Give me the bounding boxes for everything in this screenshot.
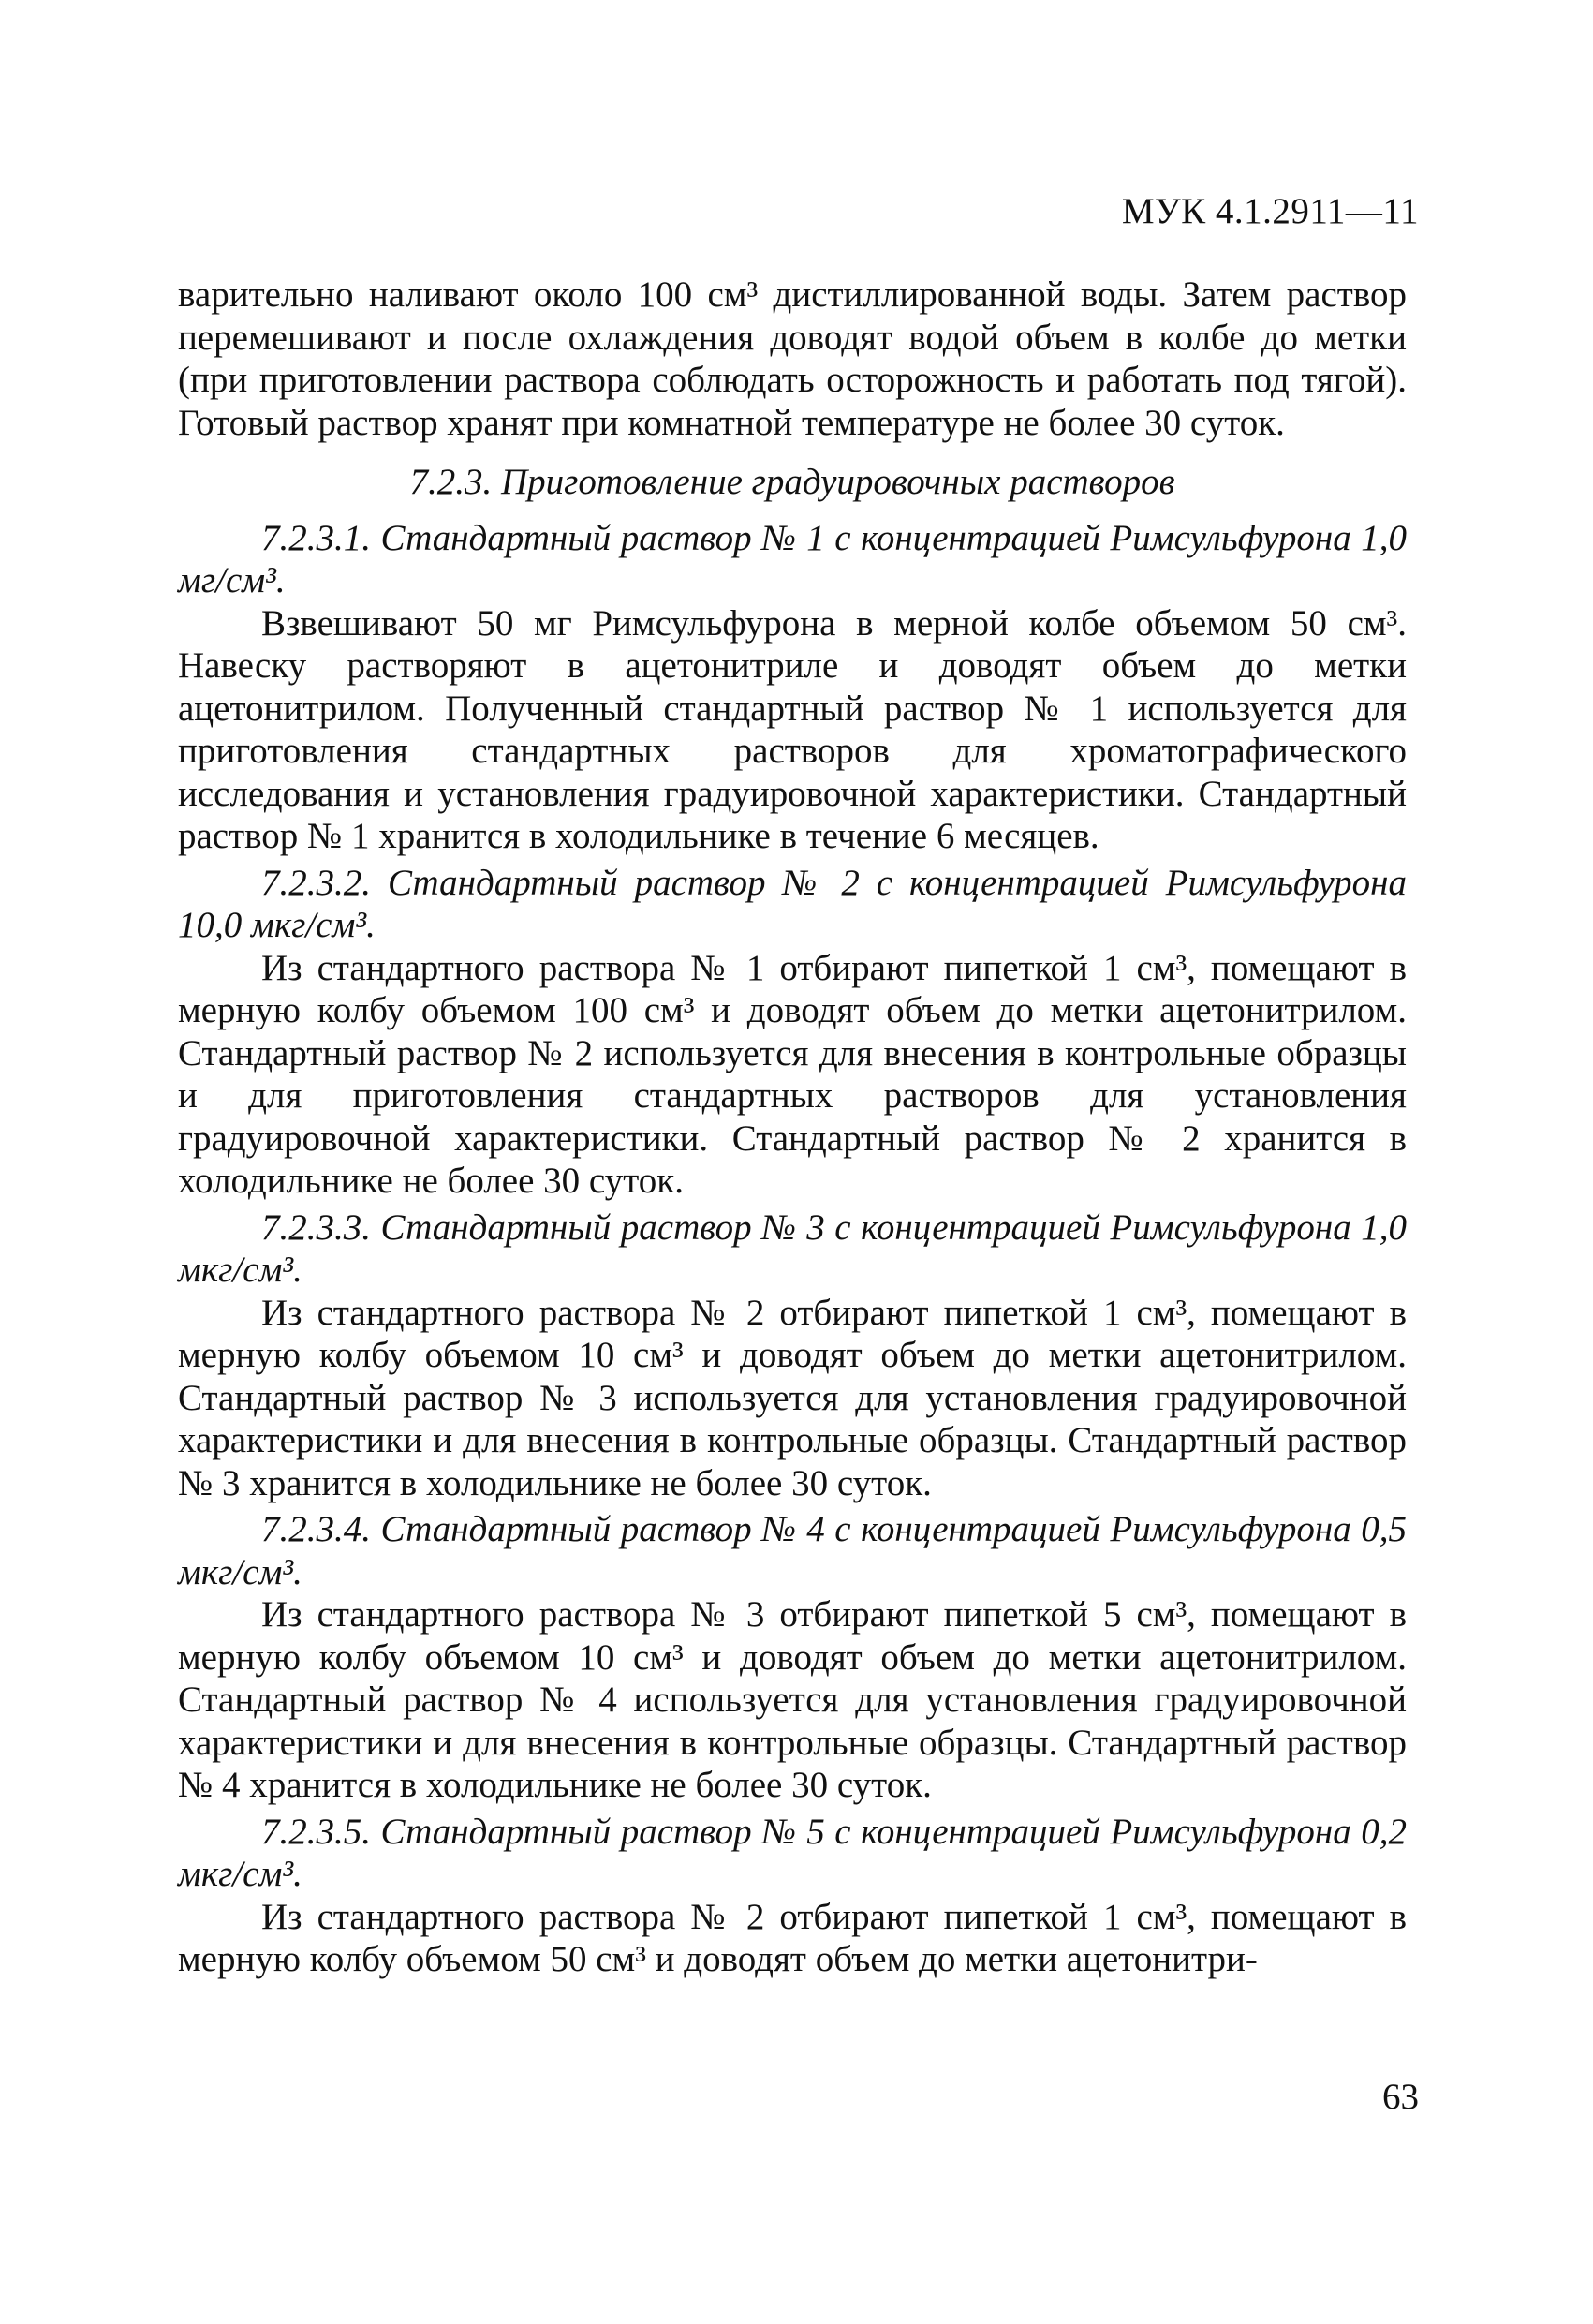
subsection-heading-7-2-3-1: 7.2.3.1. Стандартный раствор № 1 с концентрацией Римсульфурона 1,0 мг/см³. [178, 517, 1407, 600]
paragraph-solution-4: Из стандартного раствора № 3 отбирают пипеткой 5 см³, помещают в мерную колбу объемом 10 см³ и доводят объем до метки ацетонитрилом. Стандартный раствор № 4 используется для установления градуировочной характеристики и для внесения в контрольные образцы. Стандартный раствор № 4 хранится в холодильнике не более 30 суток. [178, 1594, 1407, 1805]
page-number: 63 [1382, 2077, 1419, 2117]
subsection-heading-7-2-3-4: 7.2.3.4. Стандартный раствор № 4 с концентрацией Римсульфурона 0,5 мкг/см³. [178, 1509, 1407, 1592]
paragraph-intro: варительно наливают около 100 см³ дистиллированной воды. Затем раствор перемешивают и после охлаждения доводят водой объем в колбе до метки (при приготовлении раствора соблюдать осторожность и работать под тягой). Готовый раствор хранят при комнатной температуре не более 30 суток. [178, 274, 1407, 443]
subsection-heading-7-2-3-5: 7.2.3.5. Стандартный раствор № 5 с концентрацией Римсульфурона 0,2 мкг/см³. [178, 1811, 1407, 1894]
section-heading-7-2-3: 7.2.3. Приготовление градуировочных растворов [409, 462, 1175, 502]
subsection-heading-7-2-3-3: 7.2.3.3. Стандартный раствор № 3 с концентрацией Римсульфурона 1,0 мкг/см³. [178, 1206, 1407, 1290]
document-body [178, 274, 1407, 1981]
document-code: МУК 4.1.2911—11 [1121, 191, 1419, 231]
subsection-heading-7-2-3-2: 7.2.3.2. Стандартный раствор № 2 с концентрацией Римсульфурона 10,0 мкг/см³. [178, 862, 1407, 945]
paragraph-solution-2: Из стандартного раствора № 1 отбирают пипеткой 1 см³, помещают в мерную колбу объемом 100 см³ и доводят объем до метки ацетонитрилом. Стандартный раствор № 2 используется для внесения в контрольные образцы и для приготовления стандартных растворов для установления градуировочной характеристики. Стандартный раствор № 2 хранится в холодильнике не более 30 суток. [178, 947, 1407, 1201]
paragraph-solution-1: Взвешивают 50 мг Римсульфурона в мерной колбе объемом 50 см³. Навеску растворяют в ацетонитриле и доводят объем до метки ацетонитрилом. Полученный стандартный раствор № 1 используется для приготовления стандартных растворов для хроматографического исследования и установления градуировочной характеристики. Стандартный раствор № 1 хранится в холодильнике в течение 6 месяцев. [178, 602, 1407, 856]
paragraph-solution-3: Из стандартного раствора № 2 отбирают пипеткой 1 см³, помещают в мерную колбу объемом 10 см³ и доводят объем до метки ацетонитрилом. Стандартный раствор № 3 используется для установления градуировочной характеристики и для внесения в контрольные образцы. Стандартный раствор № 3 хранится в холодильнике не более 30 суток. [178, 1292, 1407, 1503]
paragraph-solution-5: Из стандартного раствора № 2 отбирают пипеткой 1 см³, помещают в мерную колбу объемом 50 см³ и доводят объем до метки ацетонитри- [178, 1896, 1407, 1979]
